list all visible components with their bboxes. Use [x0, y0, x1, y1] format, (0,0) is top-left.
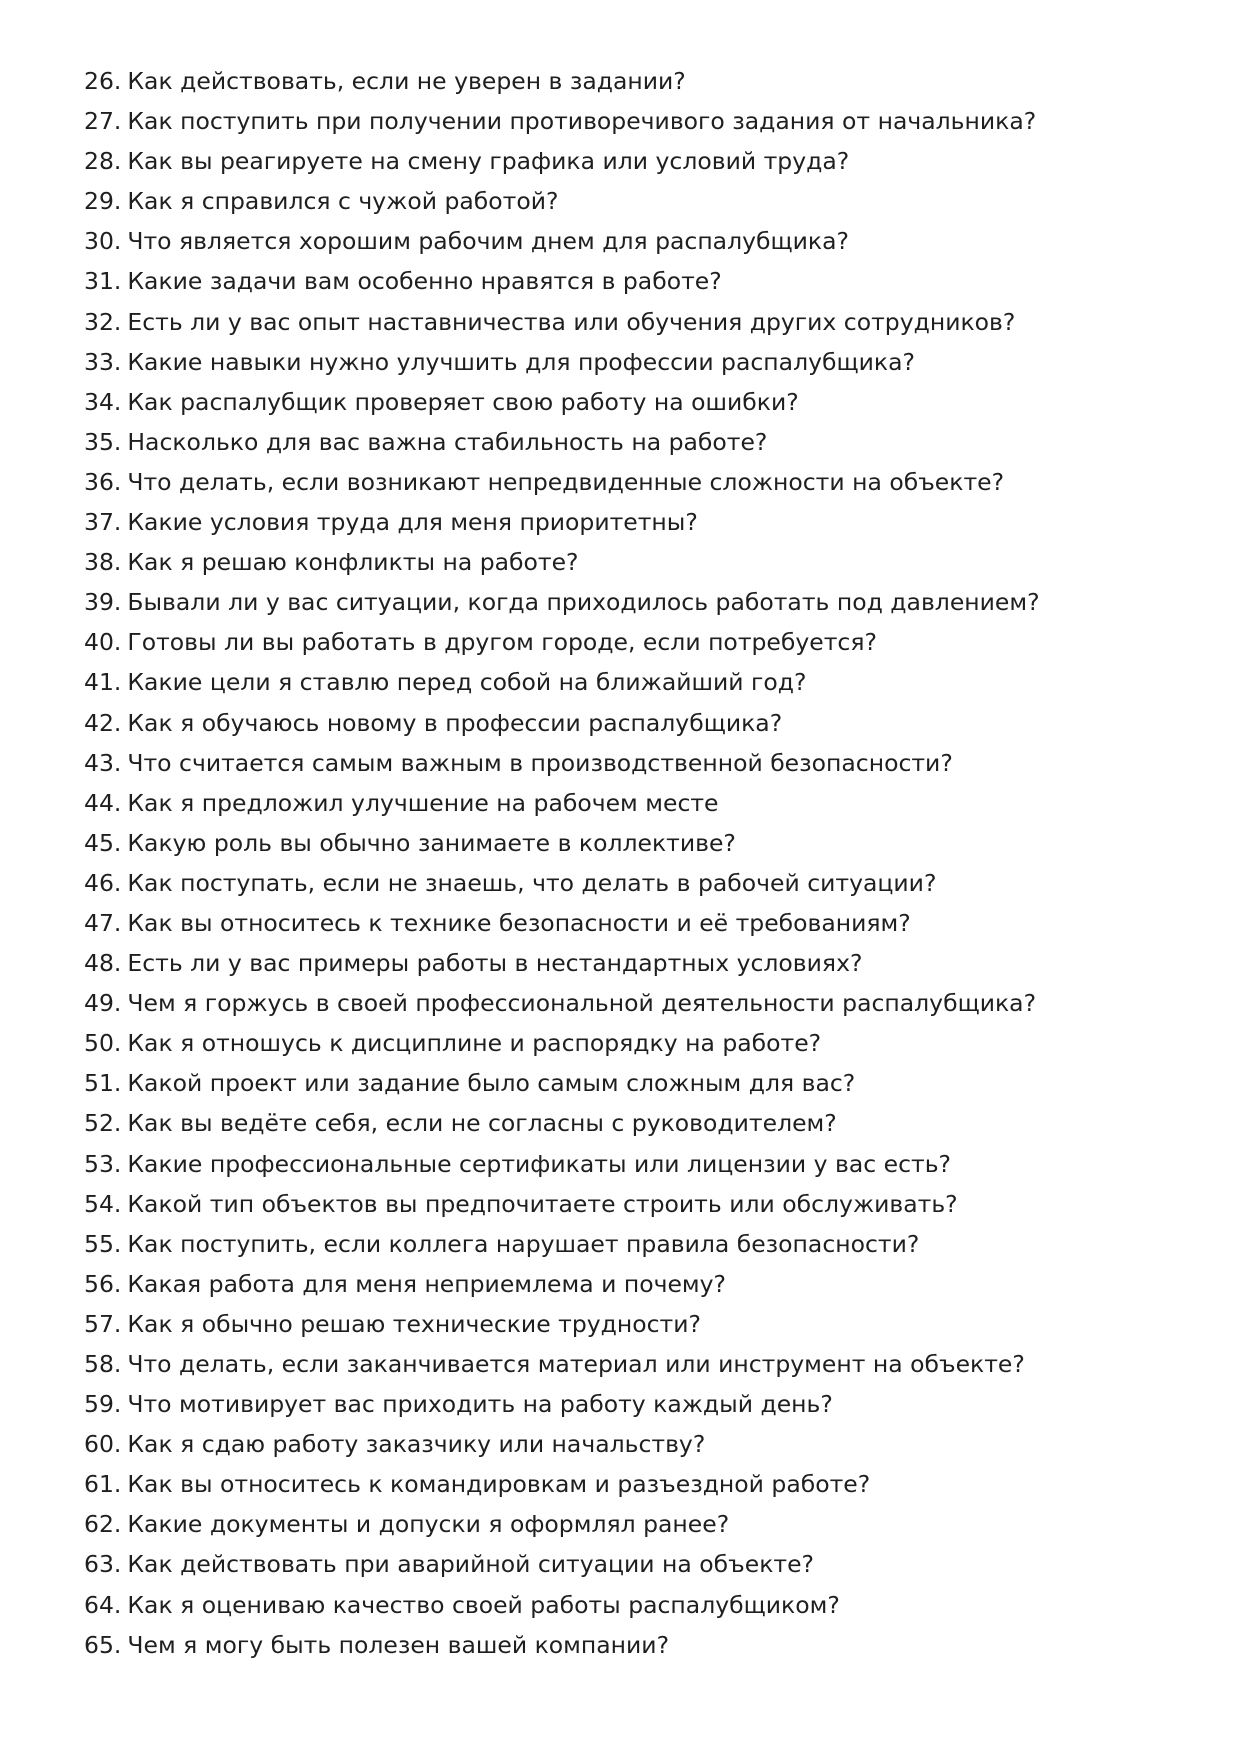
question-number: 36.: [84, 467, 122, 496]
question-number: 45.: [84, 828, 122, 857]
question-text: Бывали ли у вас ситуации, когда приходилось работать под давлением?: [127, 588, 1040, 617]
question-number: 27.: [84, 107, 122, 136]
question-number: 61.: [84, 1470, 122, 1499]
question-text: Есть ли у вас опыт наставничества или обучения других сотрудников?: [127, 307, 1016, 336]
question-text: Насколько для вас важна стабильность на работе?: [127, 427, 768, 456]
question-text: Как поступить, если коллега нарушает правила безопасности?: [127, 1229, 920, 1258]
question-text: Какие задачи вам особенно нравятся в работе?: [127, 267, 722, 296]
question-text: Как действовать при аварийной ситуации на объекте?: [127, 1550, 815, 1579]
question-item: [84, 422, 1040, 462]
question-number: 30.: [84, 227, 122, 256]
question-text: Какая работа для меня неприемлема и почему?: [127, 1269, 727, 1298]
question-text: Как я обучаюсь новому в профессии распалубщика?: [127, 708, 783, 737]
question-number: 31.: [84, 267, 122, 296]
question-number: 58.: [84, 1350, 122, 1378]
question-number: 53.: [84, 1149, 122, 1178]
question-number: 28.: [84, 147, 122, 176]
question-text: Что делать, если заканчивается материал или инструмент на объекте?: [127, 1350, 1025, 1378]
question-item: [84, 823, 1040, 863]
question-number: 44.: [84, 788, 122, 817]
question-number: 60.: [84, 1430, 122, 1459]
question-item: [84, 1304, 1040, 1344]
question-number: 42.: [84, 708, 122, 737]
question-text: Как распалубщик проверяет свою работу на ошибки?: [127, 387, 799, 416]
question-item: [84, 1344, 1040, 1384]
question-text: Какой тип объектов вы предпочитаете строить или обслуживать?: [127, 1189, 958, 1218]
question-item: [84, 181, 1040, 221]
question-number: 46.: [84, 868, 122, 897]
question-item: [84, 783, 1040, 823]
question-number: 32.: [84, 307, 122, 336]
question-number: 47.: [84, 908, 122, 937]
question-text: Какие документы и допуски я оформлял ранее?: [127, 1510, 730, 1539]
question-number: 48.: [84, 949, 122, 978]
question-item: [84, 342, 1040, 382]
question-text: Готовы ли вы работать в другом городе, если потребуется?: [127, 628, 877, 657]
question-number: 39.: [84, 588, 122, 617]
question-item: [84, 542, 1040, 582]
question-item: [84, 1585, 1040, 1625]
question-item: [84, 462, 1040, 502]
question-number: 34.: [84, 387, 122, 416]
question-number: 37.: [84, 508, 122, 537]
question-text: Как я отношусь к дисциплине и распорядку на работе?: [127, 1029, 822, 1058]
question-item: [84, 903, 1040, 943]
question-number: 35.: [84, 427, 122, 456]
question-item: [84, 1464, 1040, 1504]
question-item: [84, 743, 1040, 783]
question-text: Какие профессиональные сертификаты или лицензии у вас есть?: [127, 1149, 952, 1178]
question-item: [84, 662, 1040, 702]
question-list: [84, 61, 1040, 1665]
question-number: 59.: [84, 1390, 122, 1419]
question-item: [84, 943, 1040, 983]
question-text: Как вы относитесь к командировкам и разъездной работе?: [127, 1470, 871, 1499]
question-text: Как вы ведёте себя, если не согласны с руководителем?: [127, 1109, 837, 1138]
question-text: Что мотивирует вас приходить на работу каждый день?: [127, 1390, 833, 1419]
question-text: Как я обычно решаю технические трудности?: [127, 1309, 701, 1338]
question-text: Что считается самым важным в производственной безопасности?: [127, 748, 953, 777]
question-text: Какие навыки нужно улучшить для профессии распалубщика?: [127, 347, 915, 376]
question-item: [84, 1424, 1040, 1464]
question-text: Какие условия труда для меня приоритетны?: [127, 508, 698, 537]
question-item: [84, 502, 1040, 542]
question-number: 49.: [84, 989, 122, 1018]
question-number: 33.: [84, 347, 122, 376]
question-number: 40.: [84, 628, 122, 657]
question-text: Какую роль вы обычно занимаете в коллективе?: [127, 828, 736, 857]
question-number: 52.: [84, 1109, 122, 1138]
question-text: Как я решаю конфликты на работе?: [127, 548, 579, 577]
question-number: 65.: [84, 1630, 122, 1659]
question-item: [84, 302, 1040, 342]
question-item: [84, 61, 1040, 101]
question-text: Как я сдаю работу заказчику или начальству?: [127, 1430, 706, 1459]
question-item: [84, 1103, 1040, 1143]
question-item: [84, 1184, 1040, 1224]
question-text: Что делать, если возникают непредвиденные сложности на объекте?: [127, 467, 1005, 496]
question-number: 38.: [84, 548, 122, 577]
question-item: [84, 101, 1040, 141]
question-text: Как я предложил улучшение на рабочем месте: [127, 788, 719, 817]
question-item: [84, 703, 1040, 743]
question-item: [84, 863, 1040, 903]
question-text: Как я оцениваю качество своей работы распалубщиком?: [127, 1590, 840, 1619]
question-text: Что является хорошим рабочим днем для распалубщика?: [127, 227, 849, 256]
question-number: 41.: [84, 668, 122, 697]
question-item: [84, 1264, 1040, 1304]
question-number: 64.: [84, 1590, 122, 1619]
question-item: [84, 1625, 1040, 1665]
question-text: Как вы реагируете на смену графика или условий труда?: [127, 147, 850, 176]
question-text: Чем я горжусь в своей профессиональной деятельности распалубщика?: [127, 989, 1037, 1018]
question-text: Как я справился с чужой работой?: [127, 187, 559, 216]
question-item: [84, 1544, 1040, 1584]
question-item: [84, 983, 1040, 1023]
question-item: [84, 582, 1040, 622]
question-item: [84, 1063, 1040, 1103]
question-number: 63.: [84, 1550, 122, 1579]
question-text: Есть ли у вас примеры работы в нестандартных условиях?: [127, 949, 863, 978]
question-item: [84, 261, 1040, 301]
question-item: [84, 1384, 1040, 1424]
question-text: Как поступать, если не знаешь, что делать в рабочей ситуации?: [127, 868, 937, 897]
question-number: 62.: [84, 1510, 122, 1539]
question-number: 55.: [84, 1229, 122, 1258]
question-item: [84, 221, 1040, 261]
question-text: Какие цели я ставлю перед собой на ближайший год?: [127, 668, 807, 697]
question-item: [84, 1224, 1040, 1264]
question-number: 56.: [84, 1269, 122, 1298]
question-item: [84, 141, 1040, 181]
question-item: [84, 1144, 1040, 1184]
question-item: [84, 382, 1040, 422]
question-text: Как вы относитесь к технике безопасности и её требованиям?: [127, 908, 911, 937]
question-text: Как поступить при получении противоречивого задания от начальника?: [127, 107, 1037, 136]
question-item: [84, 1023, 1040, 1063]
question-text: Как действовать, если не уверен в задании?: [127, 67, 686, 95]
question-number: 26.: [84, 67, 122, 95]
question-number: 29.: [84, 187, 122, 216]
question-text: Какой проект или задание было самым сложным для вас?: [127, 1069, 856, 1098]
question-item: [84, 1504, 1040, 1544]
question-item: [84, 622, 1040, 662]
question-text: Чем я могу быть полезен вашей компании?: [127, 1630, 670, 1659]
question-number: 54.: [84, 1189, 122, 1218]
question-number: 43.: [84, 748, 122, 777]
question-number: 57.: [84, 1309, 122, 1338]
question-number: 51.: [84, 1069, 122, 1098]
question-number: 50.: [84, 1029, 122, 1058]
